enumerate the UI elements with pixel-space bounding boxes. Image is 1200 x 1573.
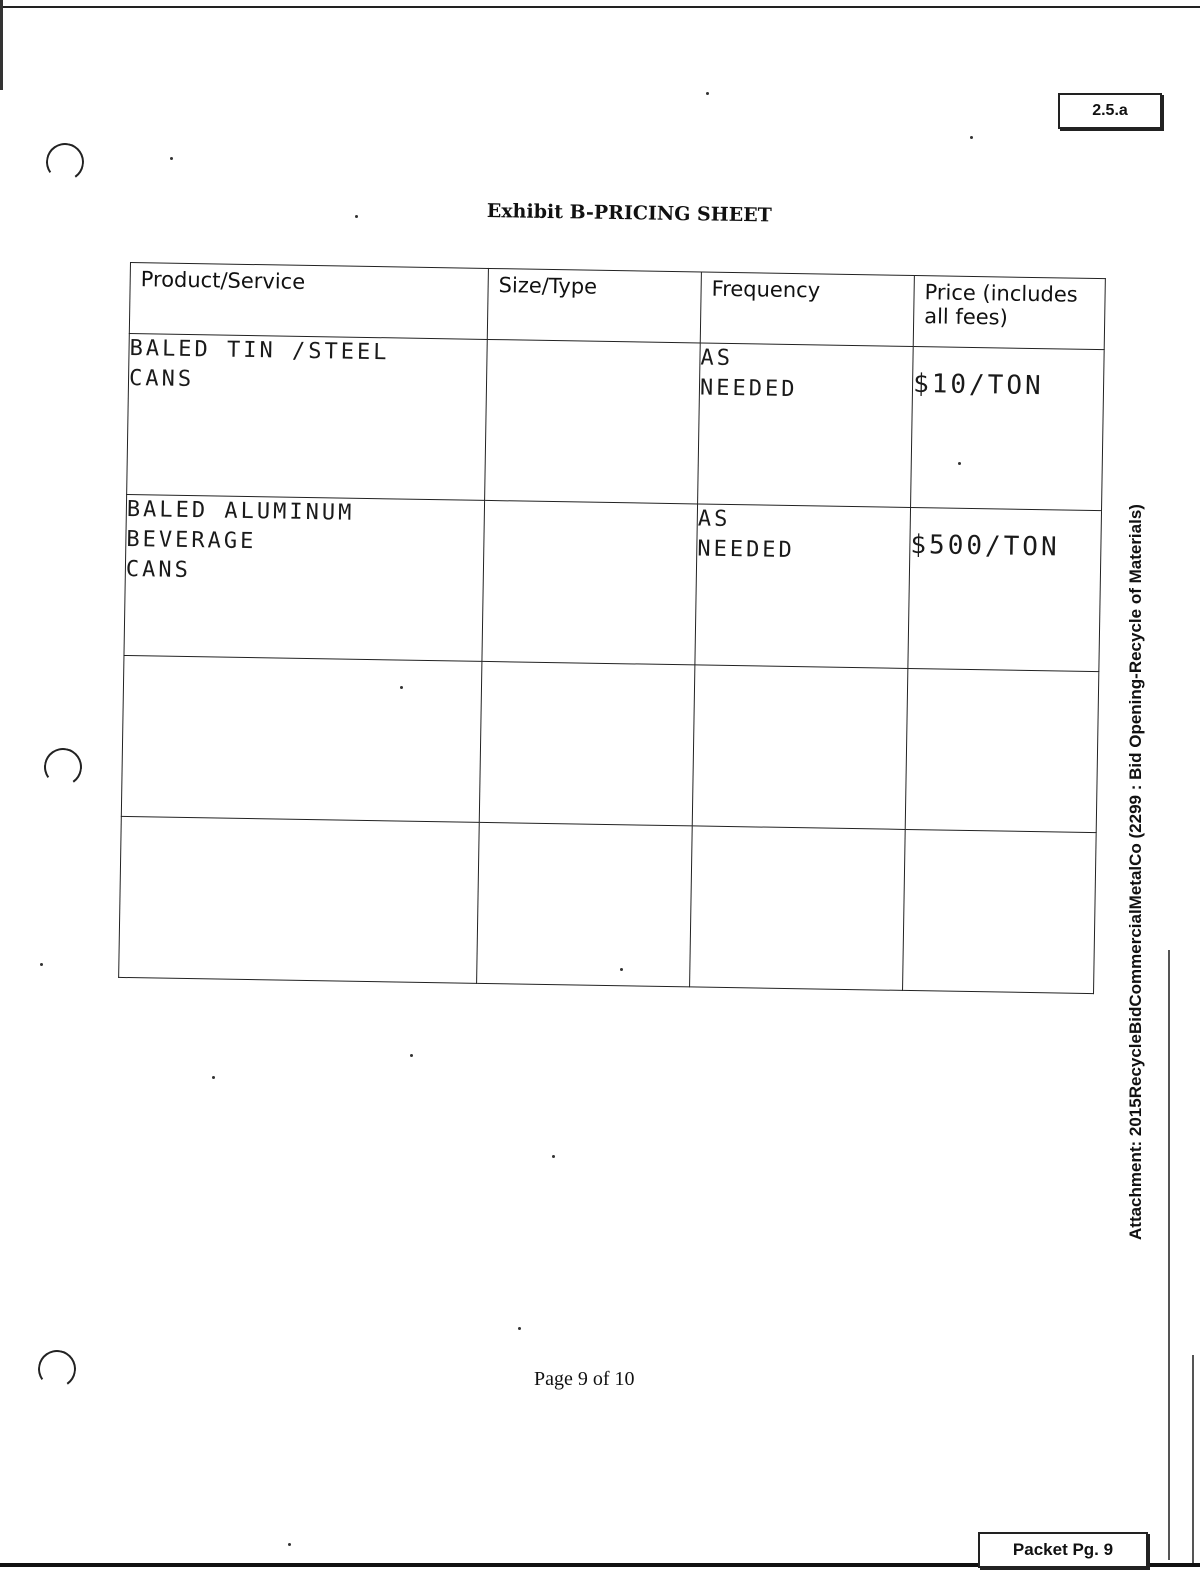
cell-frequency <box>690 826 906 991</box>
attachment-side-label: Attachment: 2015RecycleBidCommercialMetalCo (2299 : Bid Opening-Recycle of Materials) <box>1126 504 1145 1240</box>
cell-product <box>119 816 480 983</box>
punch-hole-icon <box>41 745 85 789</box>
scan-speck <box>212 1076 215 1079</box>
cell-size <box>482 500 698 665</box>
cell-product: BALED ALUMINUM BEVERAGE CANS <box>124 494 485 661</box>
header-product: Product/Service <box>129 263 488 340</box>
cell-size <box>485 339 701 504</box>
scan-speck <box>400 686 403 689</box>
page-number: Page 9 of 10 <box>534 1368 635 1390</box>
header-frequency: Frequency <box>700 272 914 347</box>
pricing-table-container <box>120 262 1105 898</box>
cell-price: $500/TON <box>908 507 1102 671</box>
scan-top-edge <box>0 0 1200 8</box>
packet-page-tag <box>978 1532 1148 1568</box>
cell-price: $10/TON <box>911 346 1105 510</box>
table-row <box>127 333 1105 510</box>
scan-left-edge <box>0 0 3 90</box>
scan-right-edge-lower <box>1192 1355 1194 1565</box>
pricing-table <box>118 262 1106 994</box>
packet-page-text: Packet Pg. 9 <box>1012 1540 1114 1559</box>
scan-speck <box>958 462 961 465</box>
scan-speck <box>706 92 709 95</box>
header-size-type: Size/Type <box>487 268 701 343</box>
scan-speck <box>970 136 973 139</box>
table-row <box>124 494 1102 671</box>
table-row <box>119 816 1097 993</box>
cell-price <box>903 829 1097 993</box>
table-row <box>121 655 1099 832</box>
scan-speck <box>410 1054 413 1057</box>
punch-hole-icon <box>43 140 87 184</box>
cell-frequency: AS NEEDED <box>698 343 914 508</box>
cell-frequency <box>692 665 908 830</box>
scan-speck <box>620 968 623 971</box>
agenda-item-tag-text: 2.5.a <box>1092 102 1128 119</box>
page-title: Exhibit B-PRICING SHEET <box>486 200 772 227</box>
punch-hole-icon <box>35 1347 79 1391</box>
cell-product <box>121 655 482 822</box>
scan-speck <box>552 1155 555 1158</box>
scan-speck <box>288 1543 291 1546</box>
cell-product: BALED TIN /STEEL CANS <box>127 333 488 500</box>
scan-speck <box>40 963 43 966</box>
scan-speck <box>355 215 358 218</box>
cell-frequency: AS NEEDED <box>695 504 911 669</box>
cell-size <box>477 822 693 987</box>
header-price: Price (includes all fees) <box>913 276 1105 350</box>
agenda-item-tag <box>1058 93 1162 129</box>
cell-size <box>479 661 695 826</box>
scan-right-edge <box>1168 950 1170 1560</box>
scan-speck <box>518 1327 521 1330</box>
scan-speck <box>170 157 173 160</box>
cell-price <box>905 668 1099 832</box>
